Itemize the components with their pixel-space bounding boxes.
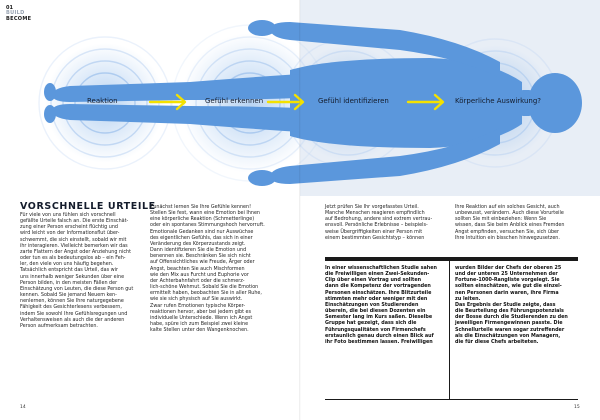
step-label-identifizieren: Gefühl identifizieren — [318, 97, 389, 105]
spine-gutter — [299, 0, 301, 420]
body-column-4: Ihre Reaktion auf ein solches Gesicht, auch unbewusst, verändern. Auch diese Vorurteile sollten Sie mit einbeziehen: Wenn Sie wissen, dass Sie beim Anblick eines Fremden Angst empfinden, versuchen Sie, sich über Ihre Intuition ein bisschen hinwegzusetzen. — [455, 204, 565, 241]
body-column-1: Für viele von uns fühlen sich vorschnell gefällte Urteile falsch an. Die erste Einschät- zung einer Person erscheint flüchtig und wird leicht von der Informationsflut über- schwemmt, die sich einstellt, sobald wir mit ihr interagieren. Vielleicht bemerken wir das zarte Flattern der Angst oder Anziehung nicht oder tun es als bedeutungslos ab – ein Feh- ler, den viele von uns häufig begehen. Tatsächlich entspricht das Urteil, das wir uns innerhalb weniger Sekunden über eine Person bilden, in den meisten Fällen der Einschätzung von Leuten, die diese Person gut kennen. Sobald Sie jemand Neuem ken- nenlernen, können Sie Ihre naturgegebene Fähigkeit des Gesichterlesens verbessern, indem Sie sowohl Ihre Gefühlsregungen und Verhaltensweisen als auch die der anderen Person aufmerksam betrachten. — [20, 212, 134, 329]
study-box-column-1: In einer wissenschaftlichen Studie sahen die Freiwilligen einen Zwei-Sekunden- Clip über einen Vortrag und sollten dann die Kompetenz der vortragenden Personen einschätzen. Ihre Blitzurteile stimmten mehr oder weniger mit den Einschätzungen von Studierenden überein, die bei diesen Dozenten ein Semester lang im Kurs saßen. Dieselbe Gruppe hat gezeigt, dass sich die Führungsqualitäten von Firmenchefs erstaunlich genau durch einen Blick auf ihr Foto bestimmen lassen. Freiwilligen — [325, 265, 437, 345]
body-column-2: Zunächst lernen Sie Ihre Gefühle kennen! Stellen Sie fest, wann eine Emotion bei Ihnen eine körperliche Reaktion (Schmetterlinge) oder ein spontanes Stimmungshoch hervorruft. Emotionale Gedanken sind nur Auswüchse des eigentlichen Gefühls, das sich in einer Veränderung des Körperzustands zeigt. Dann identifizieren Sie die Emotion und benennen sie. Beschränken Sie sich nicht auf Offensichtliches wie Freude, Ärger oder Angst, beachten Sie auch Mischformen wie den Mix aus Furcht und Euphorie vor der Achterbahnfahrt oder die schmerz- lich-schöne Wehmut. Sobald Sie die Emotion ermittelt haben, beobachten Sie in aller Ruhe, wie sie sich physisch auf Sie auswirkt. Zwar rufen Emotionen typische Körper- reaktionen hervor, aber bei jedem gibt es individuelle Unterschiede. Wenn ich Angst habe, spüre ich zum Beispiel zwei kleine kalte Stellen unter den Wangenknochen. — [150, 204, 265, 334]
page-number-right: 15 — [574, 405, 580, 410]
chapter-number: 01 — [6, 5, 13, 11]
page-number-left: 14 — [20, 405, 26, 410]
step-label-erkennen: Gefühl erkennen — [205, 97, 264, 105]
study-box-divider — [449, 261, 450, 399]
step-label-auswirkung: Körperliche Auswirkung? — [455, 97, 542, 105]
body-column-3: Jetzt prüfen Sie Ihr vorgefasstes Urteil. Manche Menschen reagieren empfindlich auf Bedrohung, andere sind extrem vertrau- ensvoll. Persönliche Erlebnisse – beispiels- weise Übergriffigkeiten einer Person mit einem bestimmten Gesichtstyp – können — [325, 204, 433, 241]
chapter-word: BECOME — [6, 15, 32, 22]
study-box-column-2: wurden Bilder der Chefs der oberen 25 und der unteren 25 Unternehmen der Fortune-1000-Rangliste vorgelegt. Sie sollten einschätzen, wie gut die einzel- nen Personen darin waren, ihre Firma zu leiten. Das Ergebnis der Studie zeigte, dass die Beurteilung des Führungspotenzials der Bosse durch die Studierenden zu den jeweiligen Firmengewinnen passte. Die Schnellurteile waren sogar zutreffender als die Einschätzungen von Managern, die für diese Chefs arbeiteten. — [455, 265, 568, 345]
section-heading: VORSCHNELLE URTEILE — [20, 201, 156, 212]
chapter-sub: BUILD — [6, 10, 25, 17]
step-label-reaktion: Reaktion — [87, 97, 118, 105]
chapter-tag — [6, 6, 31, 22]
